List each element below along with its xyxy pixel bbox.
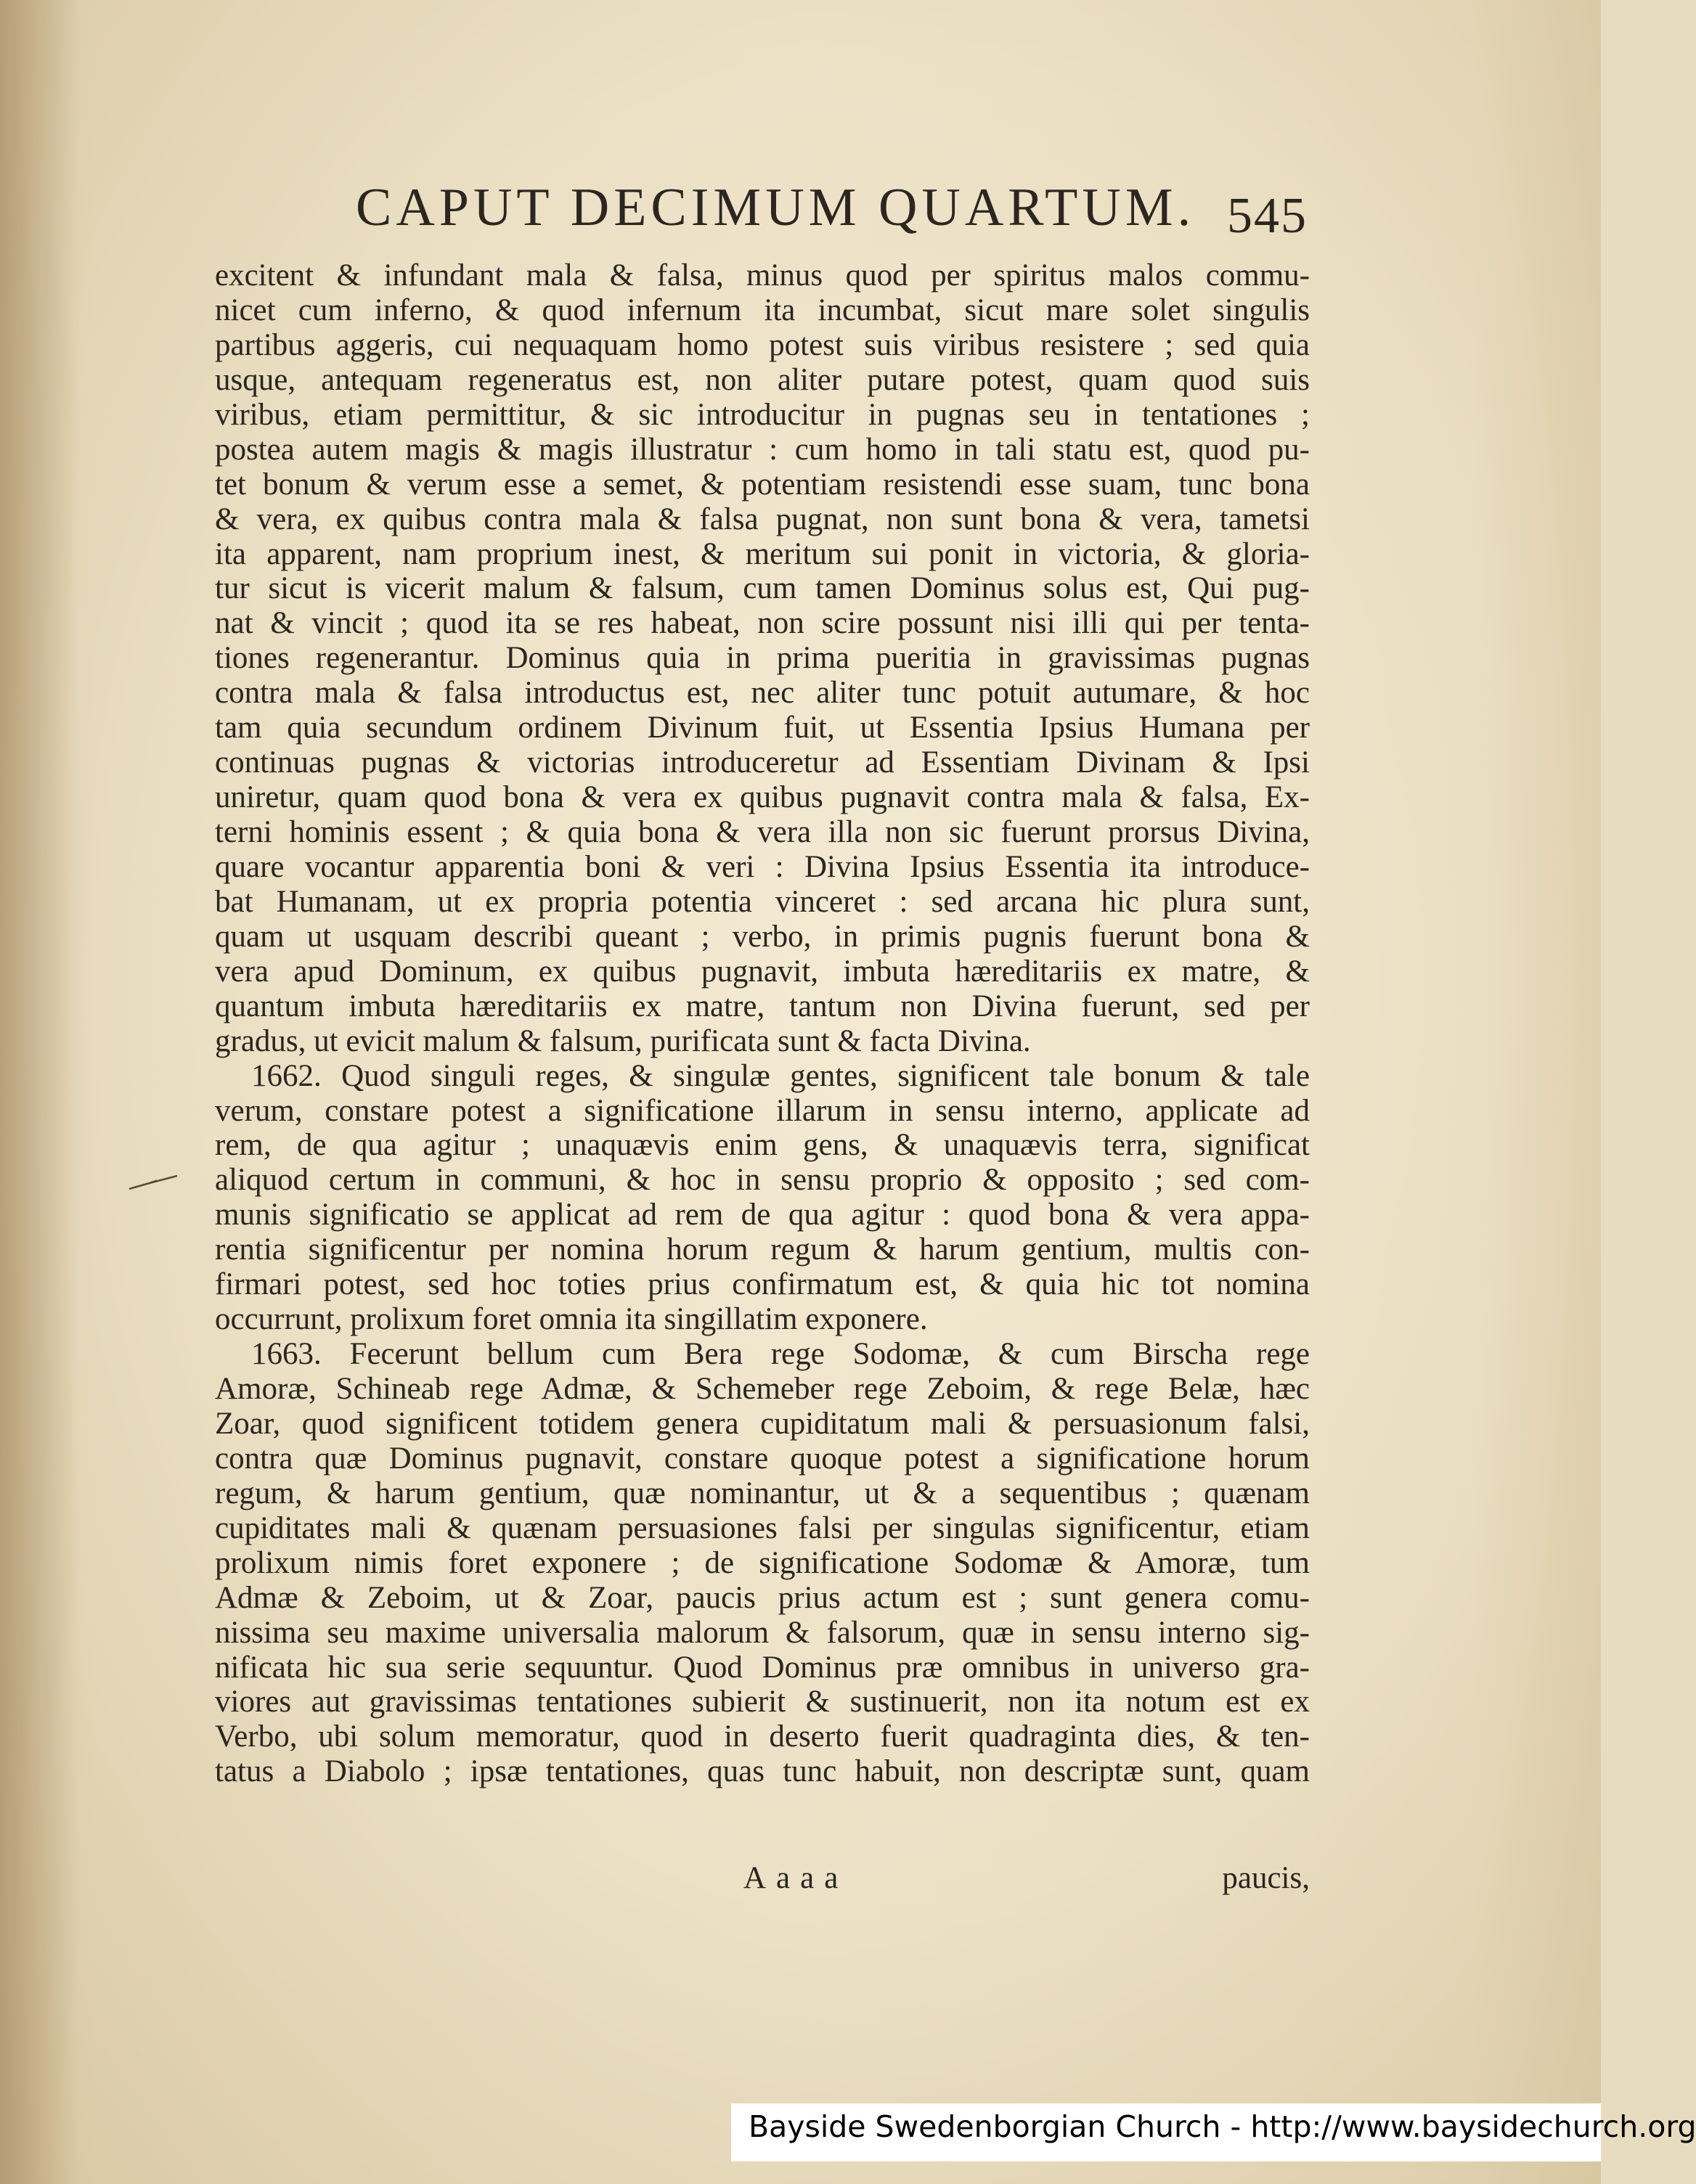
margin-pen-mark (128, 1174, 179, 1190)
text-line: tatus a Diabolo ; ipsæ tentationes, quas tunc habuit, non descriptæ sunt, quam (215, 1754, 1310, 1789)
text-line: quam ut usquam describi queant ; verbo, in primis pugnis fuerunt bona & (215, 919, 1310, 954)
text-line: verum, constare potest a significatione illarum in sensu interno, applicate ad (215, 1093, 1310, 1128)
text-line: contra quæ Dominus pugnavit, constare quoque potest a significatione horum (215, 1441, 1310, 1476)
text-line: vera apud Dominum, ex quibus pugnavit, imbuta hæreditariis ex matre, & (215, 954, 1310, 989)
text-line: postea autem magis & magis illustratur : cum homo in tali statu est, quod pu- (215, 432, 1310, 467)
text-line: tiones regenerantur. Dominus quia in prima pueritia in gravissimas pugnas (215, 641, 1310, 676)
catchword: paucis, (1222, 1861, 1310, 1895)
text-line: ita apparent, nam proprium inest, & meritum sui ponit in victoria, & gloria- (215, 536, 1310, 571)
text-line: nificata hic sua serie sequuntur. Quod Dominus præ omnibus in universo gra- (215, 1650, 1310, 1685)
watermark-text: Bayside Swedenborgian Church - http://www.baysidechurch.org (749, 2109, 1696, 2144)
text-line: bat Humanam, ut ex propria potentia vinceret : sed arcana hic plura sunt, (215, 884, 1310, 919)
text-line: munis significatio se applicat ad rem de qua agitur : quod bona & vera appa- (215, 1198, 1310, 1232)
text-line: nat & vincit ; quod ita se res habeat, non scire possunt nisi illi qui per tenta- (215, 606, 1310, 641)
text-line: Zoar, quod significent totidem genera cupiditatum mali & persuasionum falsi, (215, 1406, 1310, 1441)
text-line: quantum imbuta hæreditariis ex matre, tantum non Divina fuerunt, sed per (215, 989, 1310, 1023)
text-line: cupiditates mali & quænam persuasiones falsi per singulas significentur, etiam (215, 1510, 1310, 1545)
text-line: Amoræ, Schineab rege Admæ, & Schemeber rege Zeboim, & rege Belæ, hæc (215, 1372, 1310, 1406)
paragraph-end-line: occurrunt, prolixum foret omnia ita singillatim exponere. (215, 1302, 928, 1337)
text-line: prolixum nimis foret exponere ; de significatione Sodomæ & Amoræ, tum (215, 1545, 1310, 1580)
signature-mark: Aaaa (743, 1861, 849, 1895)
text-line: & vera, ex quibus contra mala & falsa pugnat, non sunt bona & vera, tametsi (215, 502, 1310, 536)
paragraph-start-line: 1663. Fecerunt bellum cum Bera rege Sodomæ, & cum Birscha rege (251, 1337, 1310, 1372)
text-line: terni hominis essent ; & quia bona & vera illa non sic fuerunt prorsus Divina, (215, 815, 1310, 849)
text-line: partibus aggeris, cui nequaquam homo potest suis viribus resistere ; sed quia (215, 327, 1310, 362)
text-line: nissima seu maxime universalia malorum & falsorum, quæ in sensu interno sig- (215, 1615, 1310, 1650)
text-line: usque, antequam regeneratus est, non aliter putare potest, quam quod suis (215, 362, 1310, 397)
text-line: uniretur, quam quod bona & vera ex quibus pugnavit contra mala & falsa, Ex- (215, 780, 1310, 815)
running-head: CAPUT DECIMUM QUARTUM. (356, 178, 1196, 237)
paragraph-end-line: gradus, ut evicit malum & falsum, purificata sunt & facta Divina. (215, 1023, 1031, 1058)
text-line: Admæ & Zeboim, ut & Zoar, paucis prius actum est ; sunt genera comu- (215, 1580, 1310, 1615)
text-line: rem, de qua agitur ; unaquævis enim gens, & unaquævis terra, significat (215, 1128, 1310, 1163)
text-line: regum, & harum gentium, quæ nominantur, ut & a sequentibus ; quænam (215, 1476, 1310, 1510)
text-line: firmari potest, sed hoc toties prius confirmatum est, & quia hic tot nomina (215, 1267, 1310, 1302)
text-line: tam quia secundum ordinem Divinum fuit, ut Essentia Ipsius Humana per (215, 711, 1310, 745)
text-line: viores aut gravissimas tentationes subierit & sustinuerit, non ita notum est ex (215, 1685, 1310, 1719)
paragraph-start-line: 1662. Quod singuli reges, & singulæ gentes, significent tale bonum & tale (251, 1058, 1310, 1093)
page-footer (215, 1860, 1310, 1897)
binding-shadow (0, 0, 80, 2184)
text-line: contra mala & falsa introductus est, nec aliter tunc potuit autumare, & hoc (215, 676, 1310, 711)
page-number: 545 (1227, 188, 1308, 244)
text-line: excitent & infundant mala & falsa, minus quod per spiritus malos commu- (215, 258, 1310, 293)
body-text (215, 258, 1310, 1789)
text-line: tur sicut is vicerit malum & falsum, cum tamen Dominus solus est, Qui pug- (215, 571, 1310, 606)
text-line: Verbo, ubi solum memoratur, quod in deserto fuerit quadraginta dies, & ten- (215, 1719, 1310, 1754)
text-line: nicet cum inferno, & quod infernum ita incumbat, sicut mare solet singulis (215, 293, 1310, 327)
watermark-banner (731, 2103, 1696, 2161)
text-line: rentia significentur per nomina horum regum & harum gentium, multis con- (215, 1232, 1310, 1267)
text-line: continuas pugnas & victorias introduceretur ad Essentiam Divinam & Ipsi (215, 745, 1310, 780)
text-line: viribus, etiam permittitur, & sic introducitur in pugnas seu in tentationes ; (215, 397, 1310, 432)
text-line: aliquod certum in communi, & hoc in sensu proprio & opposito ; sed com- (215, 1163, 1310, 1198)
text-line: tet bonum & verum esse a semet, & potentiam resistendi esse suam, tunc bona (215, 467, 1310, 502)
text-line: quare vocantur apparentia boni & veri : Divina Ipsius Essentia ita introduce- (215, 849, 1310, 884)
